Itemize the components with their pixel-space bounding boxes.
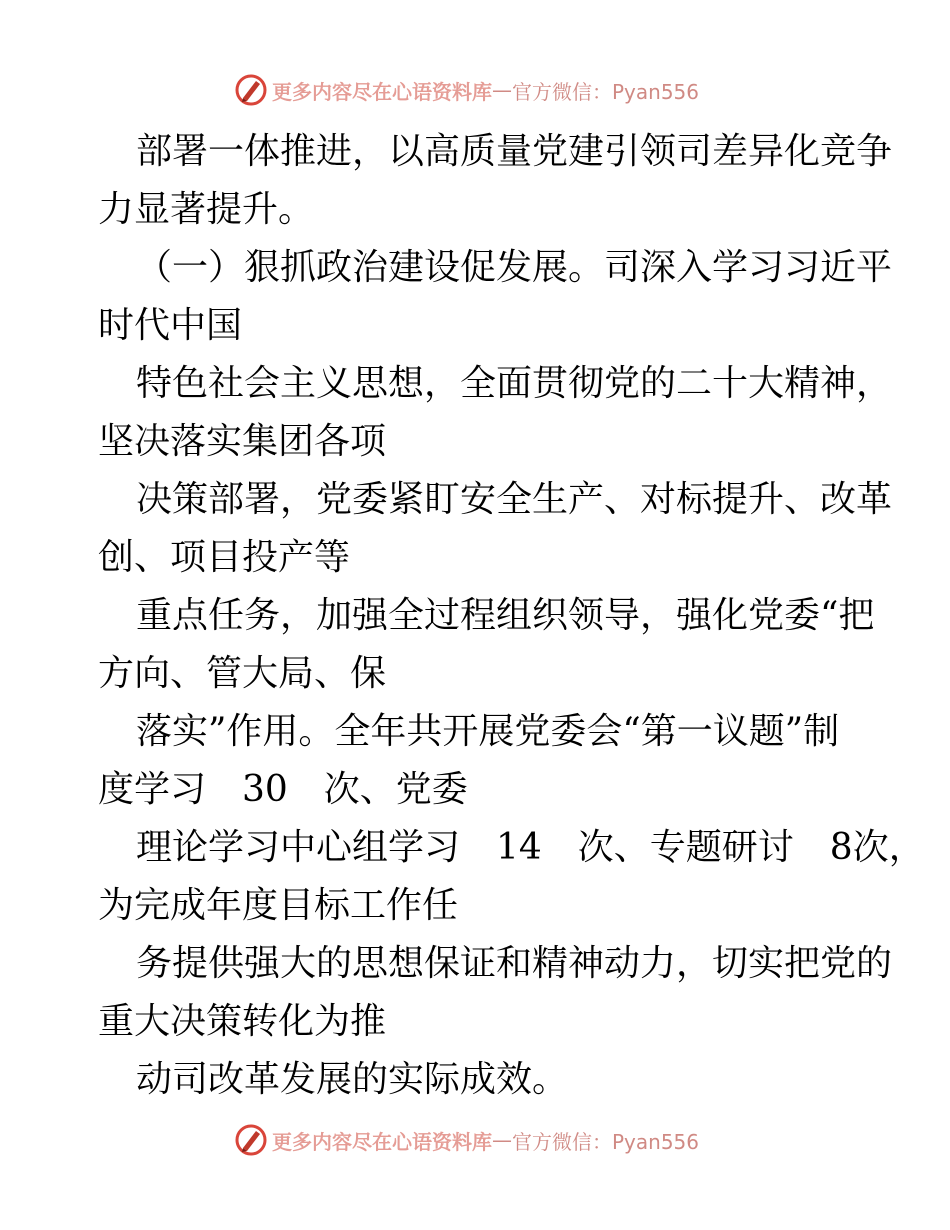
text-line: 决策部署，党委紧盯安全生产、对标提升、改革: [136, 479, 893, 520]
pen-in-circle-icon: [234, 73, 268, 107]
watermark-header: [234, 72, 699, 108]
text-line: 动司改革发展的实际成效。: [136, 1059, 569, 1100]
document-body: [98, 123, 925, 1109]
text-line: 方向、管大局、保: [98, 653, 387, 694]
watermark-sub-text: 官方微信：Pyan556: [512, 1129, 700, 1154]
text-line: 部署一体推进，以高质量党建引领司差异化竞争: [136, 131, 893, 172]
text-line: 务提供强大的思想保证和精神动力，切实把党的: [136, 943, 893, 984]
text-line: 时代中国: [98, 305, 243, 346]
watermark-separator: —: [492, 1128, 512, 1152]
watermark-separator: —: [492, 78, 512, 102]
text-line: 力显著提升。: [98, 189, 315, 230]
text-line: 重大决策转化为推: [98, 1001, 387, 1042]
text-line: （一）狠抓政治建设促发展。司深入学习习近平: [136, 247, 893, 288]
watermark-sub-text: 官方微信：Pyan556: [512, 79, 700, 104]
text-line: 度学习 30 次、党委: [98, 769, 468, 810]
watermark-main-text: 更多内容尽在心语资料库: [272, 1129, 492, 1154]
watermark-main-text: 更多内容尽在心语资料库: [272, 79, 492, 104]
text-line: 特色社会主义思想，全面贯彻党的二十大精神，: [136, 363, 893, 404]
text-line: 创、项目投产等: [98, 537, 351, 578]
text-line: 理论学习中心组学习 14 次、专题研讨 8次，: [136, 827, 925, 868]
text-line: 落实”作用。全年共开展党委会“第一议题”制: [136, 711, 840, 752]
text-line: 为完成年度目标工作任: [98, 885, 459, 926]
pen-in-circle-icon: [234, 1123, 268, 1157]
text-line: 重点任务，加强全过程组织领导，强化党委“把: [136, 595, 875, 636]
text-line: 坚决落实集团各项: [98, 421, 387, 462]
watermark-footer: [234, 1122, 699, 1158]
